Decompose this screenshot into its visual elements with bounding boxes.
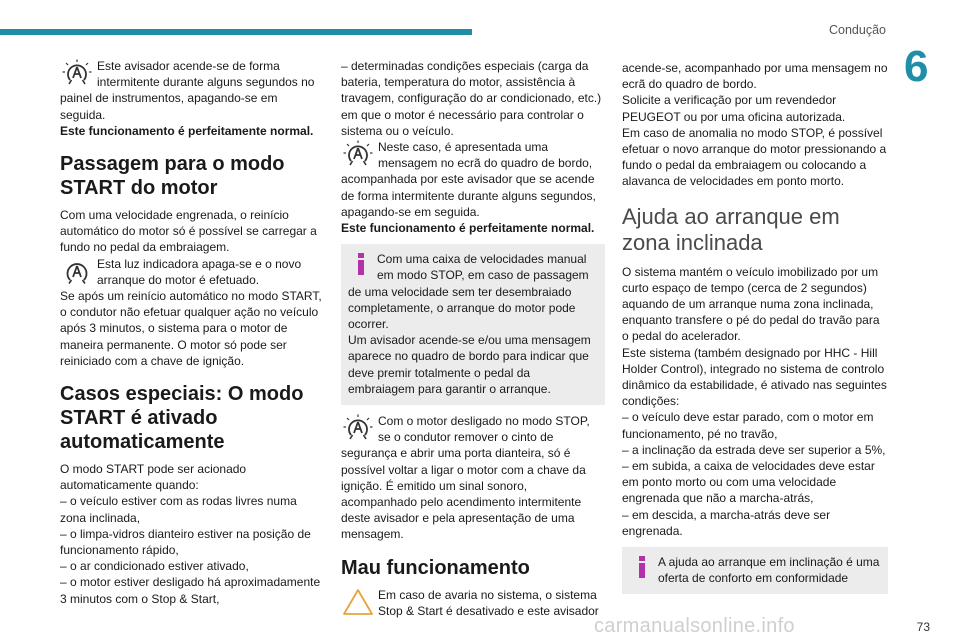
paragraph: O modo START pode ser acionado automaticamente quando: (60, 462, 247, 493)
paragraph: Esta luz indicadora apaga-se e o novo arranque do motor é efetuado. (97, 256, 302, 287)
paragraph: Solicite a verificação por um revendedor PEUGEOT ou por uma oficina autorizada. (622, 93, 846, 124)
paragraph: Se após um reinício automático no modo START, o condutor não efetuar qualquer ação no veículo após 3 minutos, o sistema para o motor de maneira permanente. O motor só pode ser reiniciado com a chave de ignição. (60, 289, 322, 368)
header-accent-bar (0, 29, 472, 35)
list-item: – o veículo deve estar parado, com o motor em funcionamento, pé no travão, (622, 410, 874, 441)
section-title: Condução (829, 23, 886, 37)
chapter-number: 6 (904, 42, 929, 91)
column-1 (60, 58, 324, 607)
paragraph: O sistema mantém o veículo imobilizado por um curto espaço de tempo (cerca de 2 segundos) aquando de um arranque numa zona inclinada, enquanto transfere o pé do pedal do travão para o pedal do acelerador. (622, 264, 880, 344)
malfunction-paragraph (341, 587, 605, 619)
list-item: – a inclinação da estrada deve ser superior a 5%, (622, 442, 886, 457)
list-item: – o motor estiver desligado há aproximadamente 3 minutos com o Stop & Start, (60, 575, 321, 606)
start-lamp-paragraph (60, 256, 324, 288)
list-item: – em subida, a caixa de velocidades deve estar em ponto morto ou com uma velocidade engrenada que não a marcha-atrás, (622, 459, 875, 506)
list-item: – determinadas condições especiais (carga da bateria, temperatura do motor, assistência à travagem, configuração do ar condicionado, etc.) em que o motor é necessário para controlar o sistema ou o veículo. (341, 59, 602, 138)
heading-special-cases: Casos especiais: O modo START é ativado automaticamente (60, 383, 304, 454)
paragraph: Neste caso, é apresentada uma mensagem no ecrã do quadro de bordo, acompanhada por este avisador que se acende de forma intermitente durante alguns segundos, apagando-se em seguida. (341, 140, 596, 219)
heading-hill-start-assist: Ajuda ao arranque em zona inclinada (622, 203, 840, 255)
page-number: 73 (916, 620, 930, 634)
watermark: carmanualsonline.info (594, 615, 795, 637)
paragraph: Este avisador acende-se de forma intermitente durante alguns segundos no painel de instrumentos, apagando-se em seguida. (60, 59, 315, 122)
list-item: – em descida, a marcha-atrás deve ser engrenada. (622, 507, 831, 538)
paragraph: Em caso de anomalia no modo STOP, é possível efetuar o novo arranque do motor pressionando a fundo o pedal da embraiagem ou colocando a alavanca de velocidades em ponto morto. (622, 125, 887, 189)
auto-stop-blink-icon (60, 58, 94, 88)
column-2 (341, 58, 605, 619)
info-note-manual-gearbox (341, 244, 605, 405)
list-item: – o veículo estiver com as rodas livres numa zona inclinada, (60, 494, 297, 525)
warning-triangle-icon (341, 587, 375, 617)
paragraph: Em caso de avaria no sistema, o sistema Stop & Start é desativado e este avisador (378, 587, 599, 618)
auto-start-icon (60, 256, 94, 286)
paragraph: acende-se, acompanhado por uma mensagem no ecrã do quadro de bordo. (622, 61, 888, 92)
info-icon (348, 251, 374, 277)
column-3 (622, 60, 888, 602)
note-paragraph: A ajuda ao arranque em inclinação é uma oferta de conforto em conformidade (658, 555, 880, 586)
paragraph-bold: Este funcionamento é perfeitamente normal. (341, 221, 595, 236)
seatbelt-door-paragraph (341, 413, 605, 543)
paragraph: Este sistema (também designado por HHC - Hill Holder Control), integrado no sistema de controlo dinâmico da estabilidade, é ativado nas seguintes condições: (622, 345, 887, 409)
info-icon (629, 554, 655, 580)
auto-stop-blink-icon (341, 139, 375, 169)
heading-malfunction: Mau funcionamento (341, 556, 530, 579)
info-note-hill-assist (622, 547, 888, 594)
display-message-paragraph (341, 139, 605, 236)
note-paragraph: Com uma caixa de velocidades manual em modo STOP, em caso de passagem de uma velocidade sem ter desembraiado completamente, o arranque do motor pode ocorrer. (348, 252, 589, 332)
list-item: – o limpa-vidros dianteiro estiver na posição de funcionamento rápido, (60, 526, 311, 558)
list-item: – o ar condicionado estiver ativado, (60, 559, 249, 574)
paragraph: Com o motor desligado no modo STOP, se o condutor remover o cinto de segurança e abrir uma porta dianteira, só é possível voltar a ligar o motor com a chave da ignição. É emitido um sinal sonoro, acompanhado pelo acendimento intermitente deste avisador e pela apresentação de uma mensagem. (341, 414, 590, 542)
heading-start-mode: Passagem para o modo START do motor (60, 153, 285, 200)
paragraph-bold: Este funcionamento é perfeitamente normal. (60, 123, 314, 138)
note-paragraph: Um avisador acende-se e/ou uma mensagem aparece no quadro de bordo para indicar que deve premir totalmente o pedal da embraiagem para garantir o arranque. (348, 333, 591, 396)
stop-start-blink-paragraph (60, 58, 324, 139)
paragraph: Com uma velocidade engrenada, o reinício automático do motor só é possível se carregar a fundo no pedal da embraiagem. (60, 208, 317, 255)
auto-stop-blink-icon (341, 413, 375, 443)
